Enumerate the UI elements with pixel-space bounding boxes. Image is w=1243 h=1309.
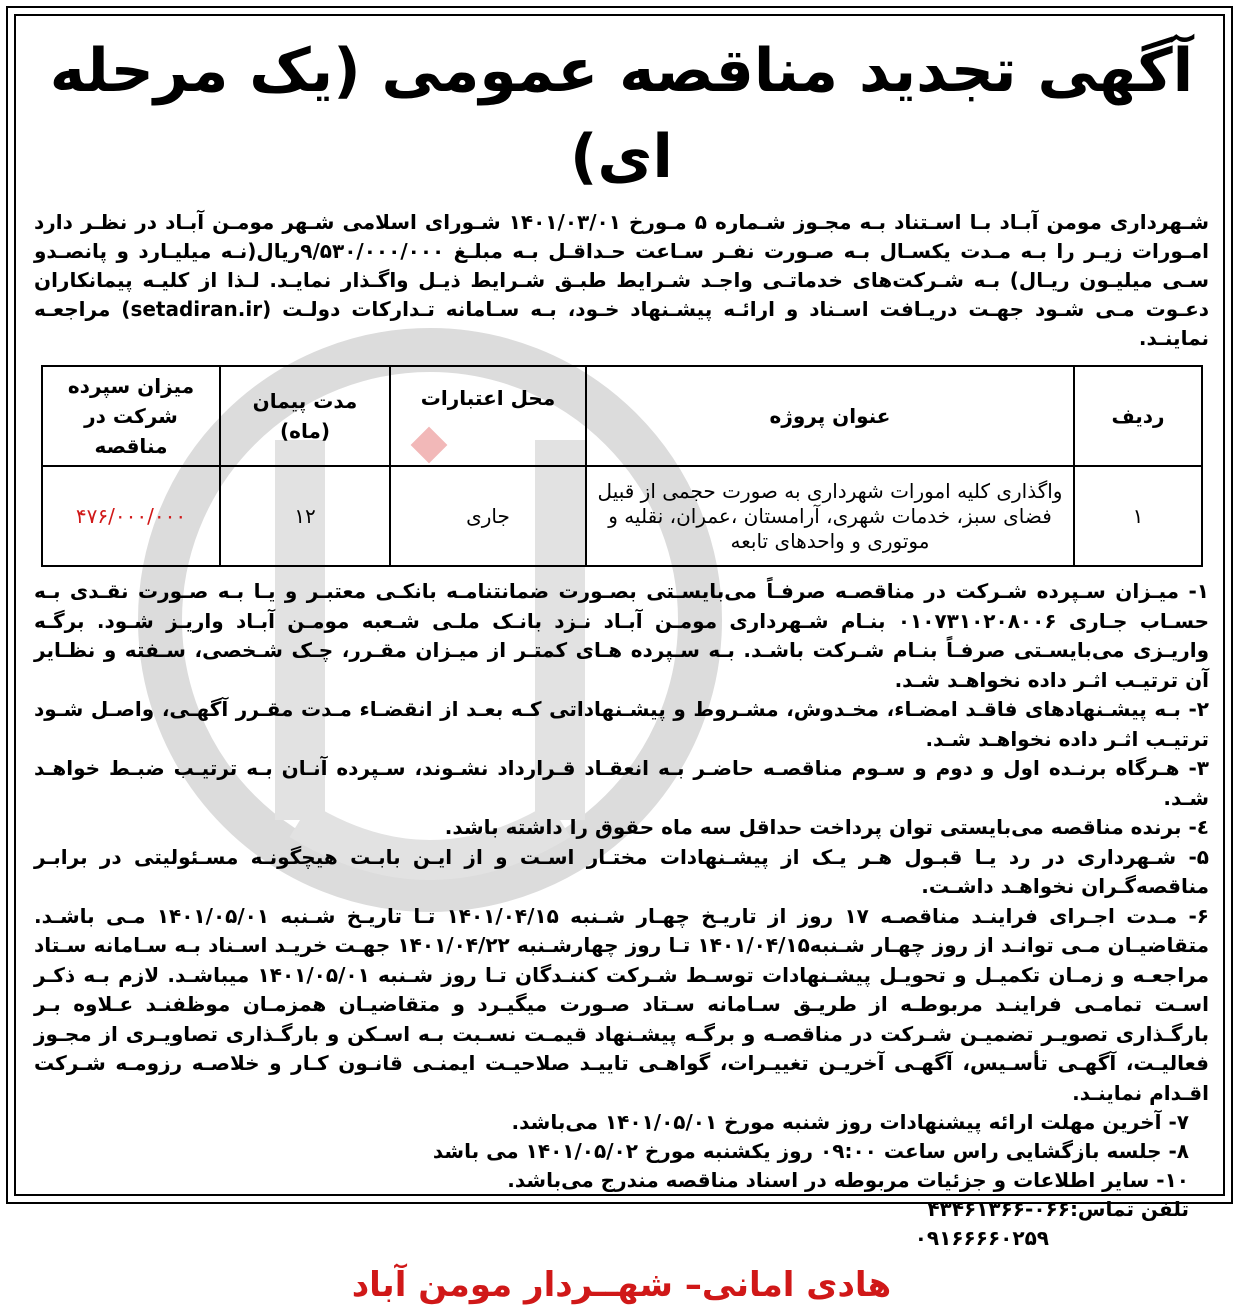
final-items [30, 1108, 1189, 1253]
contact-line [30, 1195, 1189, 1224]
notice-intro: شـهرداری مومن آبـاد بـا اسـتناد بـه مجـوز شـماره ۵ مـورخ ۱۴۰۱/۰۳/۰۱ شـورای اسلامی شـهر مومـن آبـاد در نظـر دارد امـورات زیـر را بـه مـدت یکسـال بـه صـورت نفـر سـاعت حـداقـل بـه مبلـغ ۹/۵۳۰/۰۰۰/۰۰۰ریال(نـه میلیـارد و پانصـدو سـی میلیـون ریـال) بـه شـرکت‌های خدماتـی واجـد شـرایط طبـق شـرایط ذیـل واگـذار نمایـد. لـذا از کلیـه پیمانکاران دعـوت مـی شـود جهـت دریـافت اسـناد و ارائـه پیشـنهاد خـود، بـه سـامانه تـدارکات دولـت (setadiran.ir) مراجعـه نماینـد. [34, 210, 1210, 350]
header-deposit: میزان سپرده شرکت در مناقصه [42, 366, 220, 466]
table-header-row [42, 366, 1202, 466]
condition-item: ٤- برنده مناقصه می‌بایستی توان پرداخت حداقل سه ماه حقوق را داشته باشد. [444, 815, 1209, 839]
final-item: ۸- جلسه بازگشایی راس ساعت ۰۹:۰۰ روز یکشنبه مورخ ۱۴۰۱/۰۵/۰۲ می باشد [432, 1139, 1189, 1163]
contact-label: تلفن تماس: [1069, 1197, 1189, 1221]
condition-item: ۵- شـهرداری در رد یـا قبـول هـر یـک از پیشـنهادات مختـار اسـت و از ایـن بابـت هیچگونـه مسـئولیتی در برابـر مناقصه‌گـران نخواهـد داشـت. [34, 844, 1209, 898]
condition-item: ۱- میـزان سـپرده شـرکت در مناقصـه صرفـاً می‌بایسـتی بصـورت ضمانتنامـه بانکـی معتبـر و یـا بـه صـورت نقـدی بـه حسـاب جـاری ۰۱۰۷۳۱۰۲۰۸۰۰۶ بنـام شـهرداری مومـن آبـاد نـزد بانـک ملـی شـعبه مومـن آبـاد واریـز شـود. برگـه واریـزی می‌بایسـتی صرفـاً بنـام شـرکت باشـد. بـه سـپرده هـای کمتـر از میـزان مقـرر، چـک شـخصی، سـفته و نظـایر آن ترتیـب اثـر داده نخواهـد شـد. [34, 579, 1210, 692]
header-funding: محل اعتبارات [390, 366, 586, 466]
cell-deposit: ۴۷۶/۰۰۰/۰۰۰ [42, 466, 220, 566]
cell-funding: جاری [390, 466, 586, 566]
condition-item: ۲- بـه پیشـنهادهای فاقـد امضـاء، مخـدوش، مشـروط و پیشـنهاداتی کـه بعـد از انقضـاء مـدت مقـرر آگهـی، واصـل شـود ترتیـب اثـر داده نخواهـد شـد. [34, 697, 1209, 751]
notice-content [30, 28, 1213, 1309]
contact-line-2 [30, 1224, 1189, 1253]
cell-duration: ۱۲ [220, 466, 390, 566]
projects-table [41, 365, 1203, 567]
notice-title: آگهی تجدید مناقصه عمومی (یک مرحله ای) [49, 36, 1194, 192]
condition-item: ۳- هـرگاه برنـده اول و دوم و سـوم مناقصـه حاضـر بـه انعقـاد قـرارداد نشـوند، سـپرده آنـان بـه ترتیـب ضبـط خواهـد شـد. [34, 756, 1209, 810]
header-row-number: ردیف [1074, 366, 1202, 466]
cell-project-title: واگذاری کلیه امورات شهرداری به صورت حجمی از قبیل فضای سبز، خدمات شهری، آرامستان ،عمران، نقلیه و موتوری و واحدهای تابعه [586, 466, 1074, 566]
signature: هادی امانی– شهــردار مومن آباد [351, 1265, 892, 1305]
condition-item: ۶- مـدت اجـرای فراینـد مناقصـه ۱۷ روز از تاریـخ چهـار شـنبه ۱۴۰۱/۰۴/۱۵ تـا تاریـخ شـنبه ۱۴۰۱/۰۵/۰۱ مـی باشـد. متقاضیـان مـی توانـد از روز چهـار شـنبه۱۴۰۱/۰۴/۱۵ تـا روز چهارشـنبه ۱۴۰۱/۰۴/۲۲ جهـت خریـد اسـناد بـه سـامانه سـتاد مراجعـه و زمـان تکمیـل و تحویـل پیشـنهادات توسـط شـرکت کننـدگان تـا روز شـنبه ۱۴۰۱/۰۵/۰۱ میباشـد. لازم بـه ذکـر اسـت تمامـی فراینـد مربوطـه از طریـق سـامانه سـتاد صـورت میگیـرد و متقاضیـان همزمـان موظفنـد عـلاوه بـر بارگـذاری تصویـر تضمیـن شـرکت در مناقصـه و برگـه پیشـنهاد قیمـت نسـبت بـه اسـکن و بارگـذاری تصاویـری از مجـوز فعالیـت، آگهـی تأسـیس، آگهـی آخریـن تغییـرات، گواهـی تاییـد صلاحیـت ایمنـی قانـون کـار و خلاصـه رزومـه شـرکت اقـدام نماینـد. [34, 903, 1210, 1105]
final-item: ۱۰- سایر اطلاعات و جزئیات مربوطه در اسناد مناقصه مندرج می‌باشد. [507, 1168, 1189, 1192]
conditions-list [34, 577, 1209, 1108]
cell-row-number: ۱ [1074, 466, 1202, 566]
contact-phone-2: ۰۹۱۶۶۶۶۰۲۵۹ [914, 1226, 1049, 1250]
contact-phone-1: ۰۶۶-۴۳۴۶۱۳۶۶ [927, 1197, 1070, 1221]
header-duration: مدت پیمان (ماه) [220, 366, 390, 466]
header-project-title: عنوان پروژه [586, 366, 1074, 466]
table-row [42, 466, 1202, 566]
final-item: ۷- آخرین مهلت ارائه پیشنهادات روز شنبه مورخ ۱۴۰۱/۰۵/۰۱ می‌باشد. [511, 1110, 1189, 1134]
